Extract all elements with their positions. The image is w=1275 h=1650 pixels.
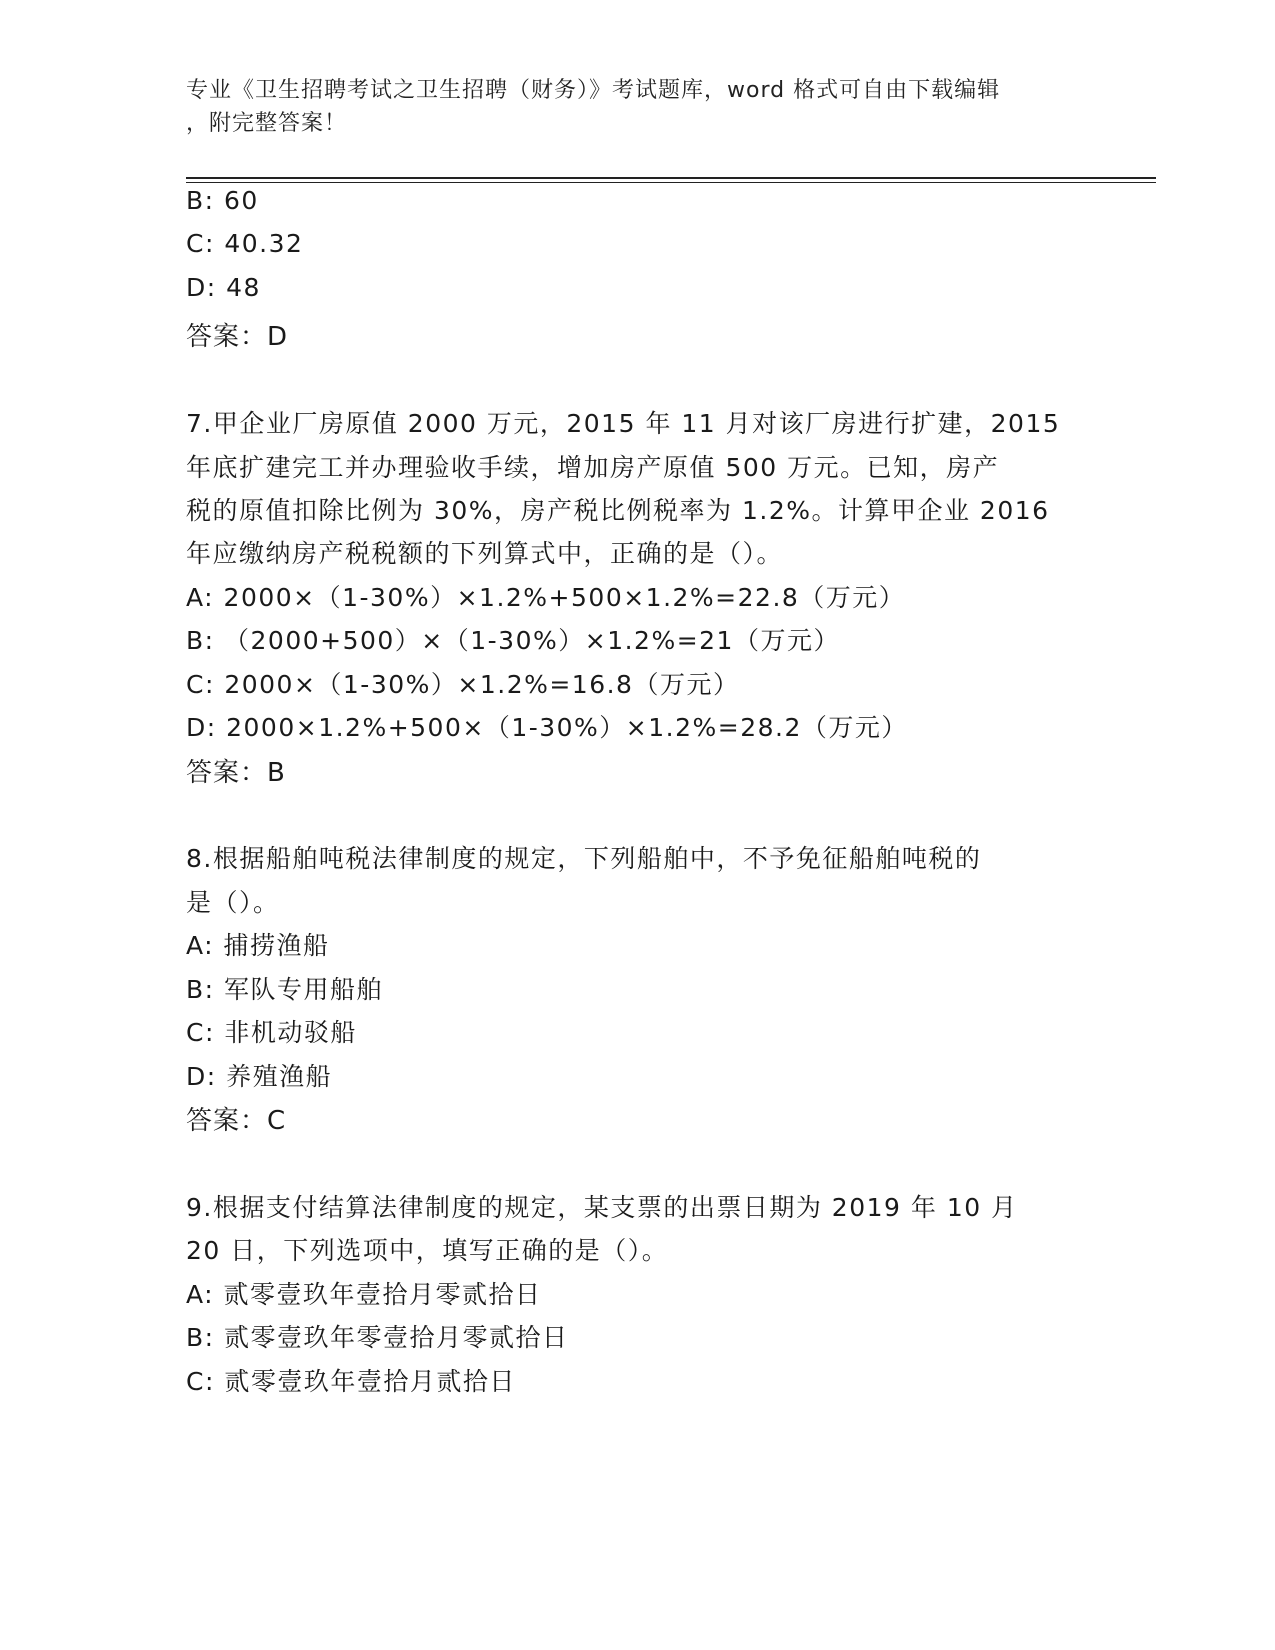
q9-text-line-1: 9.根据支付结算法律制度的规定，某支票的出票日期为 2019 年 10 月 bbox=[186, 1193, 1018, 1222]
q7-option-a: A: 2000×（1-30%）×1.2%+500×1.2%=22.8（万元） bbox=[186, 583, 906, 612]
q8-option-c: C: 非机动驳船 bbox=[186, 1018, 357, 1047]
q8-text-line-2: 是（）。 bbox=[186, 888, 280, 917]
q7-option-b: B: （2000+500）×（1-30%）×1.2%=21（万元） bbox=[186, 626, 840, 655]
prev-answer: 答案：D bbox=[186, 322, 289, 352]
header-divider-thin bbox=[186, 182, 1156, 183]
q8-text-line-1: 8.根据船舶吨税法律制度的规定，下列船舶中，不予免征船舶吨税的 bbox=[186, 844, 982, 873]
q8-option-a: A: 捕捞渔船 bbox=[186, 931, 330, 960]
q8-option-b: B: 军队专用船舶 bbox=[186, 975, 384, 1004]
q7-text-line-1: 7.甲企业厂房原值 2000 万元，2015 年 11 月对该厂房进行扩建，2015 bbox=[186, 409, 1061, 438]
q7-answer: 答案：B bbox=[186, 758, 286, 788]
header-divider-thick bbox=[186, 177, 1156, 179]
q7-option-c: C: 2000×（1-30%）×1.2%=16.8（万元） bbox=[186, 670, 740, 699]
q7-text-line-4: 年应缴纳房产税税额的下列算式中，正确的是（）。 bbox=[186, 539, 784, 568]
q7-text-line-3: 税的原值扣除比例为 30%，房产税比例税率为 1.2%。计算甲企业 2016 bbox=[186, 496, 1050, 525]
q9-option-c: C: 贰零壹玖年壹拾月贰拾日 bbox=[186, 1367, 516, 1396]
q7-text-line-2: 年底扩建完工并办理验收手续，增加房产原值 500 万元。已知，房产 bbox=[186, 453, 1000, 482]
q9-option-b: B: 贰零壹玖年零壹拾月零贰拾日 bbox=[186, 1323, 569, 1352]
document-header bbox=[186, 74, 1066, 140]
header-line-2: ，附完整答案！ bbox=[186, 111, 348, 136]
prev-option-b: B: 60 bbox=[186, 186, 259, 215]
prev-option-c: C: 40.32 bbox=[186, 229, 304, 258]
header-line-1: 专业《卫生招聘考试之卫生招聘（财务）》考试题库，word 格式可自由下载编辑 bbox=[186, 78, 1001, 103]
q8-option-d: D: 养殖渔船 bbox=[186, 1062, 333, 1091]
q7-option-d: D: 2000×1.2%+500×（1-30%）×1.2%=28.2（万元） bbox=[186, 713, 908, 742]
q8-answer: 答案：C bbox=[186, 1106, 287, 1136]
q9-option-a: A: 贰零壹玖年壹拾月零贰拾日 bbox=[186, 1280, 542, 1309]
prev-option-d: D: 48 bbox=[186, 273, 261, 302]
q9-text-line-2: 20 日，下列选项中，填写正确的是（）。 bbox=[186, 1236, 669, 1265]
